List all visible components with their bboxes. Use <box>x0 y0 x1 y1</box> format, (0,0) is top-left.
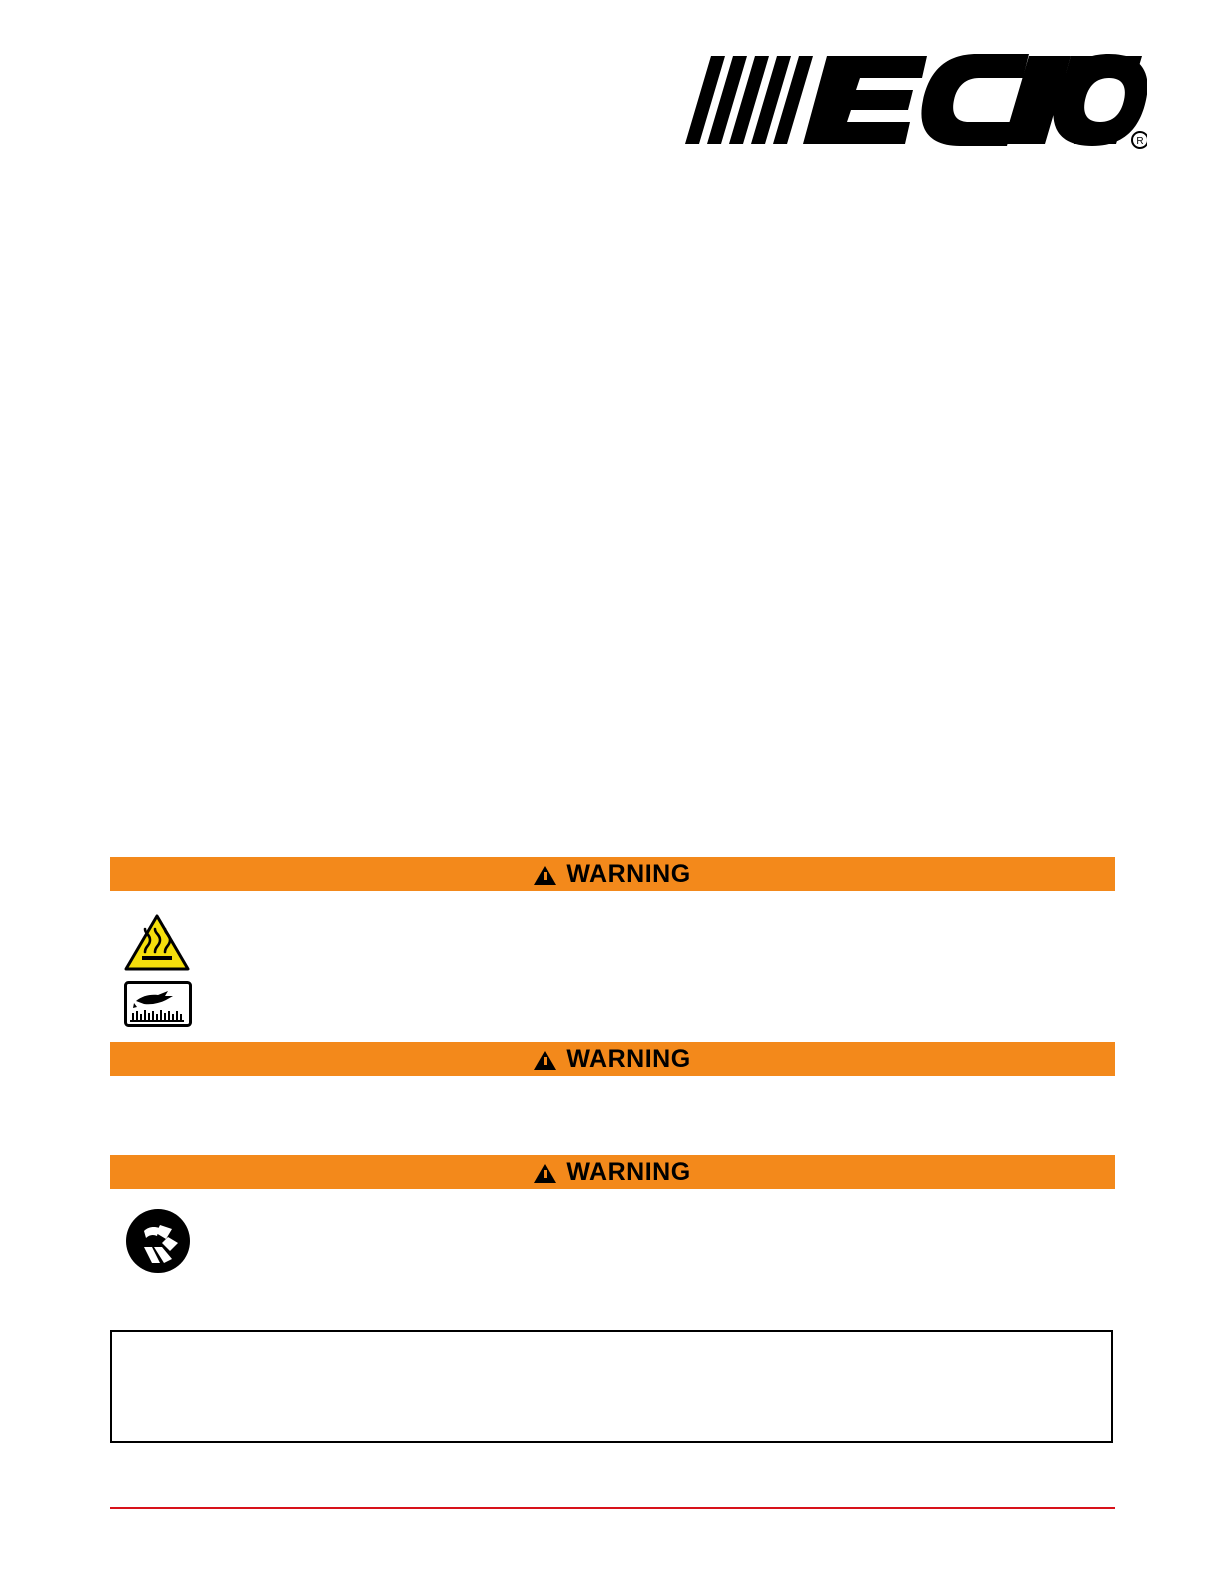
footer-divider <box>110 1507 1115 1509</box>
note-box <box>110 1330 1113 1443</box>
svg-text:R: R <box>1136 136 1144 147</box>
note-box-text <box>112 1332 1111 1360</box>
hand-cut-icon <box>124 981 192 1027</box>
hot-surface-icon <box>124 914 190 972</box>
warning-triangle-icon <box>534 1164 556 1183</box>
warning-banner-1 <box>110 857 1115 891</box>
warning-label: WARNING <box>566 1157 691 1186</box>
warning-label: WARNING <box>566 1044 691 1073</box>
echo-logo <box>677 40 1147 160</box>
warning-triangle-icon <box>534 866 556 885</box>
warning-triangle-icon <box>534 1051 556 1070</box>
warning-banner-2 <box>110 1042 1115 1076</box>
read-manual-icon <box>124 1207 192 1275</box>
warning-banner-3 <box>110 1155 1115 1189</box>
warning-label: WARNING <box>566 859 691 888</box>
